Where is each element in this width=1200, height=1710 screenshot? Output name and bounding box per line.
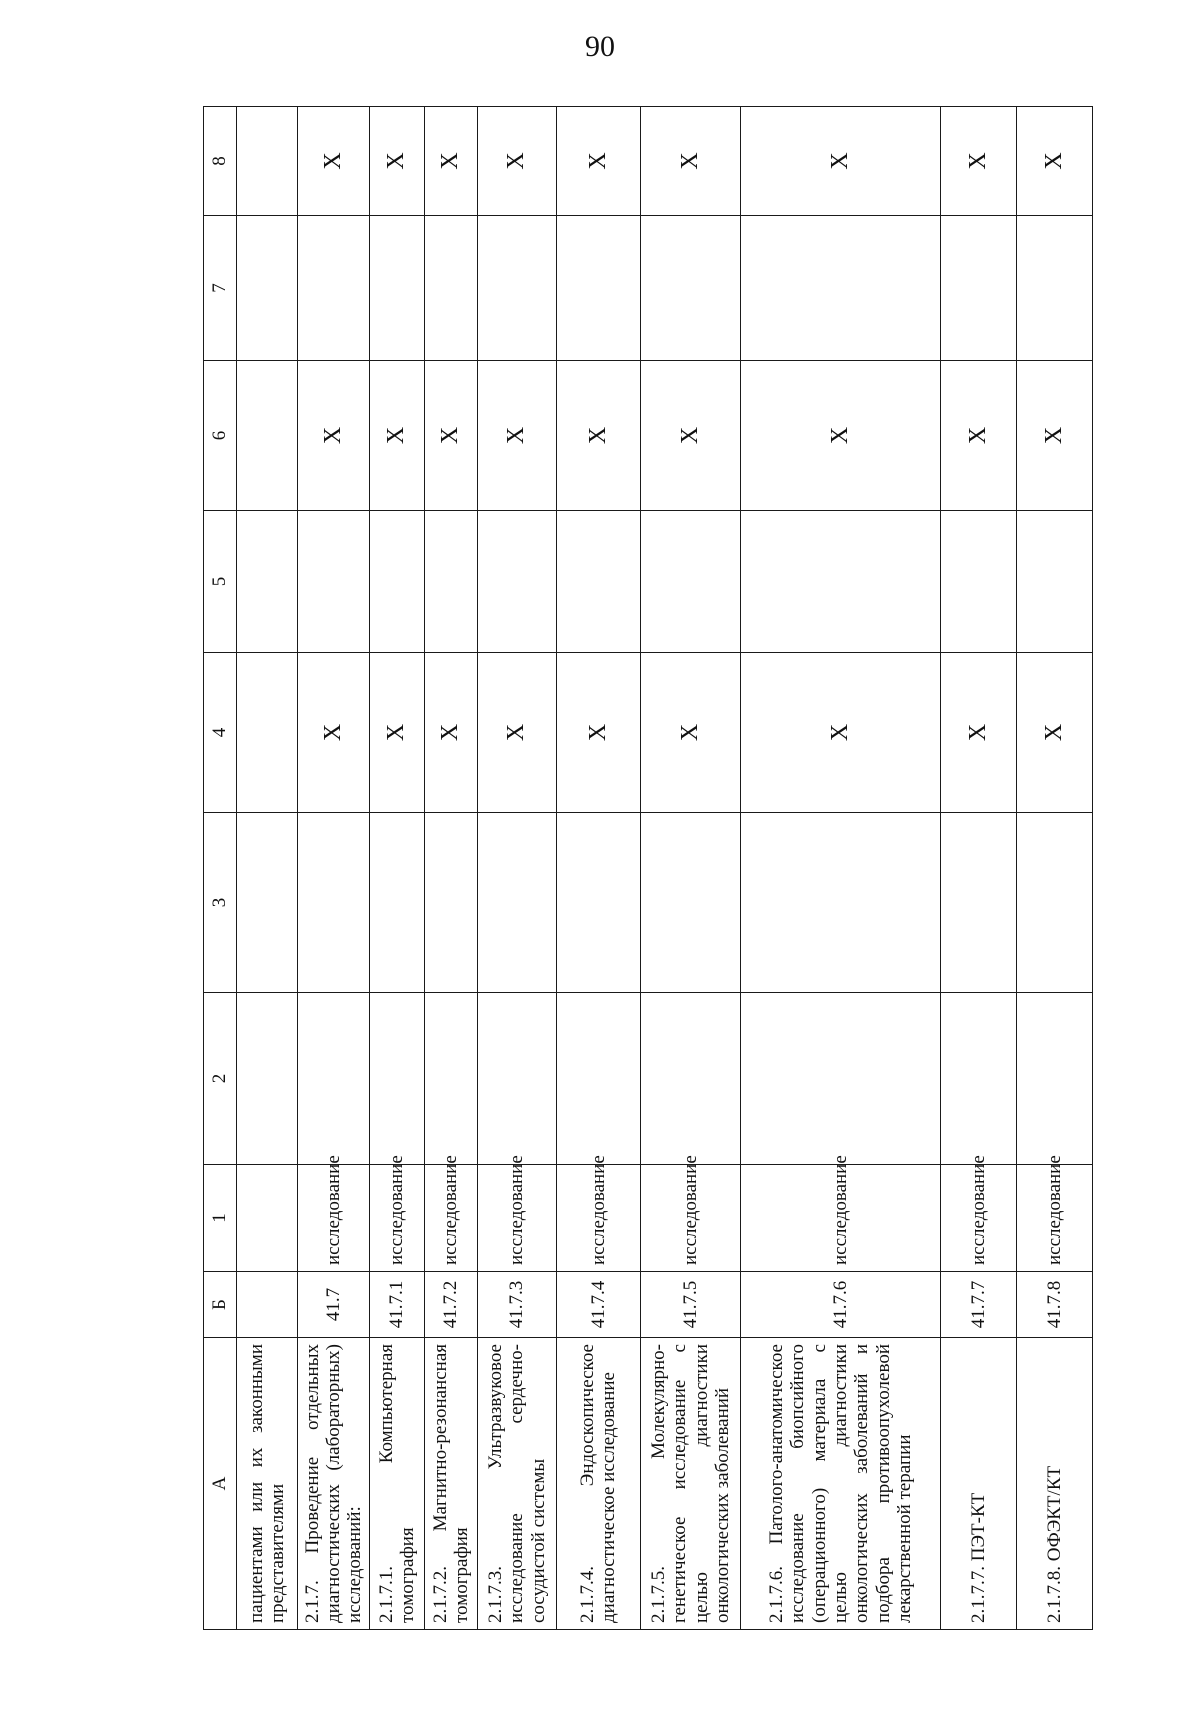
value-cell — [640, 993, 741, 1165]
value-cell: X — [478, 653, 557, 813]
unit-cell: исследование — [556, 1165, 640, 1272]
value-cell: X — [556, 361, 640, 511]
value-cell: X — [556, 653, 640, 813]
value-cell: X — [370, 361, 425, 511]
header-cell: А — [204, 1338, 237, 1630]
value-cell: X — [478, 107, 557, 216]
row-code-cell: 41.7.3 — [478, 1272, 557, 1338]
value-cell — [237, 653, 298, 813]
value-cell — [237, 107, 298, 216]
row-code-cell: 41.7 — [297, 1272, 369, 1338]
value-cell — [1017, 511, 1093, 653]
value-cell — [478, 813, 557, 993]
unit-cell: исследование — [370, 1165, 425, 1272]
header-cell: 7 — [204, 216, 237, 361]
header-cell: 1 — [204, 1165, 237, 1272]
value-cell: X — [940, 653, 1017, 813]
value-cell — [640, 511, 741, 653]
value-cell: X — [424, 107, 478, 216]
unit-cell: исследование — [297, 1165, 369, 1272]
value-cell — [640, 813, 741, 993]
table-row — [478, 107, 557, 1630]
value-cell — [297, 993, 369, 1165]
value-cell — [556, 511, 640, 653]
header-cell: 4 — [204, 653, 237, 813]
value-cell — [370, 813, 425, 993]
service-name-cell: 2.1.7.1. Компьютерная томография — [370, 1338, 425, 1630]
value-cell: X — [640, 653, 741, 813]
value-cell: X — [370, 107, 425, 216]
value-cell — [640, 216, 741, 361]
service-name-cell: 2.1.7.2. Магнитно-резонансная томография — [424, 1338, 478, 1630]
value-cell — [556, 993, 640, 1165]
service-name-cell: 2.1.7.8. ОФЭКТ/КТ — [1017, 1338, 1093, 1630]
value-cell: X — [1017, 653, 1093, 813]
value-cell: X — [297, 653, 369, 813]
services-table — [203, 106, 1093, 1630]
table-row — [940, 107, 1017, 1630]
service-name-cell: 2.1.7.6. Патолого-анатомическое исследование биопсийного (операционного) материала с целью диагностики онкологических заболеваний и подбора противоопухолевой лекарственной терапии — [741, 1338, 940, 1630]
table-row — [237, 107, 298, 1630]
row-code-cell: 41.7.8 — [1017, 1272, 1093, 1338]
value-cell — [556, 813, 640, 993]
unit-cell: исследование — [640, 1165, 741, 1272]
service-name-cell: 2.1.7.7. ПЭТ-КТ — [940, 1338, 1017, 1630]
table-row — [556, 107, 640, 1630]
value-cell — [370, 993, 425, 1165]
value-cell: X — [1017, 107, 1093, 216]
header-cell: 8 — [204, 107, 237, 216]
value-cell — [237, 993, 298, 1165]
value-cell — [424, 511, 478, 653]
table-row — [741, 107, 940, 1630]
table-row — [640, 107, 741, 1630]
header-cell: 6 — [204, 361, 237, 511]
value-cell — [370, 511, 425, 653]
service-name-cell: пациентами или их законными представителями — [237, 1338, 298, 1630]
value-cell: X — [940, 361, 1017, 511]
header-cell: 5 — [204, 511, 237, 653]
table-row — [370, 107, 425, 1630]
page-number: 90 — [585, 30, 615, 63]
value-cell — [424, 216, 478, 361]
value-cell: X — [741, 107, 940, 216]
service-name-cell: 2.1.7. Проведение отдельных диагностических (лабораторных) исследований: — [297, 1338, 369, 1630]
value-cell: X — [370, 653, 425, 813]
row-code-cell: 41.7.7 — [940, 1272, 1017, 1338]
value-cell: X — [297, 361, 369, 511]
rotated-table-container — [203, 107, 1093, 1630]
unit-cell: исследование — [741, 1165, 940, 1272]
value-cell: X — [1017, 361, 1093, 511]
value-cell — [1017, 216, 1093, 361]
value-cell: X — [424, 653, 478, 813]
service-name-cell: 2.1.7.3. Ультразвуковое исследование сердечно-сосудистой системы — [478, 1338, 557, 1630]
value-cell — [237, 511, 298, 653]
row-code-cell — [237, 1272, 298, 1338]
value-cell — [741, 511, 940, 653]
value-cell: X — [556, 107, 640, 216]
table-row — [1017, 107, 1093, 1630]
service-name-cell: 2.1.7.4. Эндоскопическое диагностическое исследование — [556, 1338, 640, 1630]
value-cell — [741, 216, 940, 361]
value-cell — [940, 511, 1017, 653]
row-code-cell: 41.7.1 — [370, 1272, 425, 1338]
table-row — [297, 107, 369, 1630]
header-cell: 2 — [204, 993, 237, 1165]
value-cell: X — [640, 361, 741, 511]
unit-cell: исследование — [478, 1165, 557, 1272]
value-cell — [1017, 993, 1093, 1165]
header-cell: Б — [204, 1272, 237, 1338]
value-cell: X — [741, 653, 940, 813]
value-cell — [424, 813, 478, 993]
row-code-cell: 41.7.5 — [640, 1272, 741, 1338]
row-code-cell: 41.7.2 — [424, 1272, 478, 1338]
value-cell: X — [424, 361, 478, 511]
value-cell — [478, 993, 557, 1165]
row-code-cell: 41.7.4 — [556, 1272, 640, 1338]
value-cell — [297, 511, 369, 653]
value-cell — [297, 813, 369, 993]
unit-cell — [237, 1165, 298, 1272]
value-cell — [940, 216, 1017, 361]
value-cell — [370, 216, 425, 361]
table-header-row — [204, 107, 237, 1630]
value-cell — [478, 216, 557, 361]
value-cell — [940, 993, 1017, 1165]
value-cell — [237, 813, 298, 993]
value-cell: X — [640, 107, 741, 216]
unit-cell: исследование — [1017, 1165, 1093, 1272]
value-cell — [741, 993, 940, 1165]
value-cell: X — [940, 107, 1017, 216]
value-cell — [237, 361, 298, 511]
value-cell — [940, 813, 1017, 993]
value-cell — [741, 813, 940, 993]
value-cell: X — [741, 361, 940, 511]
value-cell — [1017, 813, 1093, 993]
unit-cell: исследование — [940, 1165, 1017, 1272]
value-cell — [297, 216, 369, 361]
value-cell — [478, 511, 557, 653]
value-cell: X — [478, 361, 557, 511]
row-code-cell: 41.7.6 — [741, 1272, 940, 1338]
table-row — [424, 107, 478, 1630]
service-name-cell: 2.1.7.5. Молекулярно-генетическое исследование с целью диагностики онкологических заболеваний — [640, 1338, 741, 1630]
value-cell: X — [297, 107, 369, 216]
value-cell — [424, 993, 478, 1165]
value-cell — [556, 216, 640, 361]
header-cell: 3 — [204, 813, 237, 993]
unit-cell: исследование — [424, 1165, 478, 1272]
value-cell — [237, 216, 298, 361]
